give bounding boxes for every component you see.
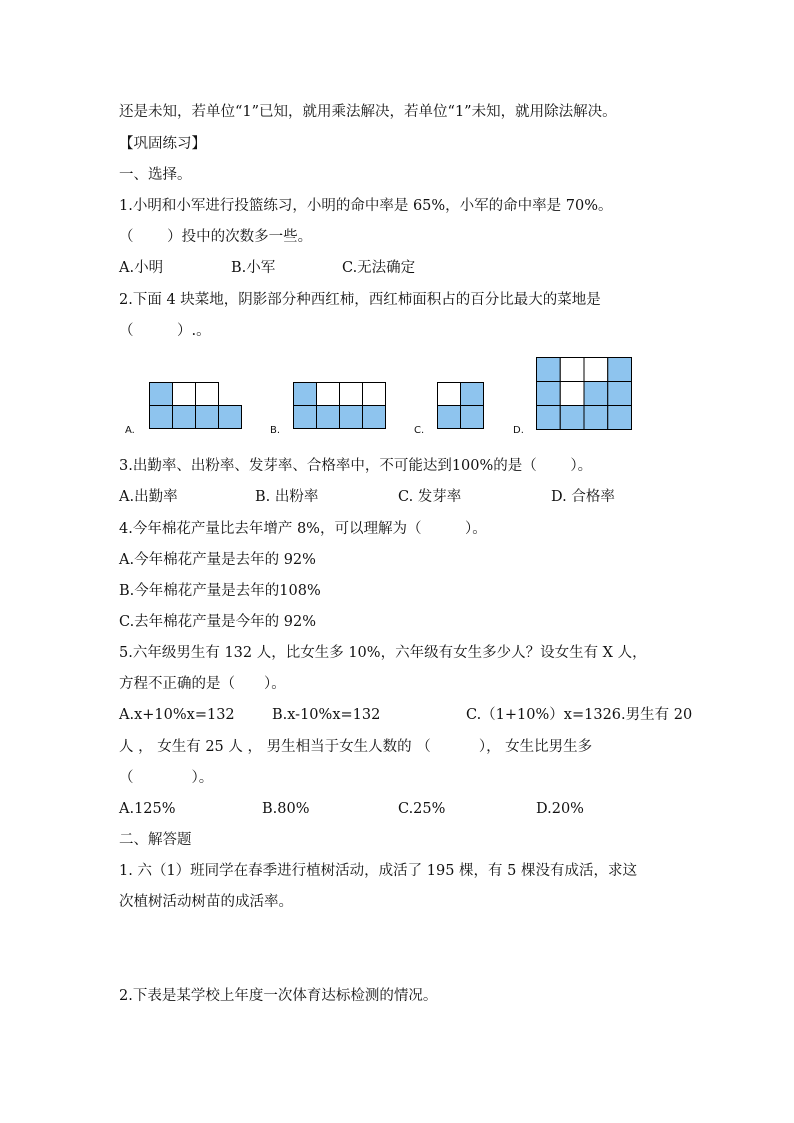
question-6-line-1: 人 ， 女生有 25 人 ， 男生相当于女生人数的 （ ）， 女生比男生多 xyxy=(119,739,593,755)
cell xyxy=(438,406,461,429)
answer-2-line-1: 2.下表是某学校上年度一次体育达标检测的情况。 xyxy=(119,988,438,1004)
cell xyxy=(317,406,340,429)
cell xyxy=(340,406,363,429)
cell xyxy=(173,383,196,406)
cell xyxy=(608,406,632,430)
question-4-line-1: 4.今年棉花产量比去年增产 8%，可以理解为（ ）。 xyxy=(119,521,487,537)
question-5-line-1: 5.六年级男生有 132 人，比女生多 10%，六年级有女生多少人？设女生有 X 人， xyxy=(119,645,647,661)
intro-text: 还是未知，若单位“1”已知，就用乘法解决，若单位“1”未知，就用除法解决。 xyxy=(119,104,617,120)
question-4-option-b: B.今年棉花产量是去年的108% xyxy=(119,583,321,599)
question-6-option-d: D.20% xyxy=(536,801,584,817)
question-6-option-a: A.125% xyxy=(119,801,176,817)
cell xyxy=(294,406,317,429)
question-2-line-2: （ ）.。 xyxy=(119,323,211,339)
cell xyxy=(196,406,219,429)
cell xyxy=(363,406,386,429)
figure-label-c: C. xyxy=(414,425,425,436)
cell xyxy=(340,383,363,406)
cell xyxy=(461,406,484,429)
plot-figure-a xyxy=(149,382,243,430)
plot-figure-d xyxy=(536,357,632,430)
cell xyxy=(537,406,561,430)
question-1-line-2: （ ）投中的次数多一些。 xyxy=(119,229,313,245)
cell xyxy=(608,358,632,382)
cell xyxy=(584,406,608,430)
question-3-option-c: C. 发芽率 xyxy=(398,489,462,505)
cell xyxy=(196,383,219,406)
part2-title: 二、解答题 xyxy=(119,832,192,848)
question-1-option-b: B.小军 xyxy=(231,260,276,276)
answer-1-line-2: 次植树活动树苗的成活率。 xyxy=(119,894,293,910)
question-3-line-1: 3.出勤率、出粉率、发芽率、合格率中，不可能达到100%的是（ ）。 xyxy=(119,458,593,474)
plot-figure-c xyxy=(437,382,485,430)
question-1-option-a: A.小明 xyxy=(119,260,164,276)
plot-figure-b xyxy=(293,382,387,430)
cell xyxy=(560,382,584,406)
cell xyxy=(537,382,561,406)
question-3-option-a: A.出勤率 xyxy=(119,489,178,505)
cell xyxy=(363,383,386,406)
cell xyxy=(438,383,461,406)
figure-label-d: D. xyxy=(513,425,524,436)
question-6-line-2: （ ）。 xyxy=(119,770,214,786)
question-6-option-c: C.25% xyxy=(398,801,446,817)
question-1-line-1: 1.小明和小军进行投篮练习，小明的命中率是 65%，小军的命中率是 70%。 xyxy=(119,198,613,214)
cell xyxy=(173,406,196,429)
cell xyxy=(150,406,173,429)
cell xyxy=(317,383,340,406)
question-4-option-a: A.今年棉花产量是去年的 92% xyxy=(119,552,316,568)
cell xyxy=(560,358,584,382)
figure-label-a: A. xyxy=(125,425,135,436)
question-6-option-b: B.80% xyxy=(262,801,310,817)
section-practice: 【巩固练习】 xyxy=(119,136,206,152)
cell xyxy=(219,406,242,429)
question-5-option-c: C.（1+10%）x=1326.男生有 20 xyxy=(466,707,693,723)
question-1-option-c: C.无法确定 xyxy=(342,260,416,276)
cell xyxy=(537,358,561,382)
cell xyxy=(560,406,584,430)
cell xyxy=(608,382,632,406)
answer-1-line-1: 1. 六（1）班同学在春季进行植树活动，成活了 195 棵，有 5 棵没有成活，求这 xyxy=(119,863,638,879)
cell xyxy=(150,383,173,406)
question-3-option-b: B. 出粉率 xyxy=(255,489,319,505)
question-5-option-a: A.x+10%x=132 xyxy=(119,707,235,723)
question-5-line-2: 方程不正确的是（ ）。 xyxy=(119,676,286,692)
part1-title: 一、选择。 xyxy=(119,167,192,183)
question-4-option-c: C.去年棉花产量是今年的 92% xyxy=(119,614,317,630)
figure-label-b: B. xyxy=(270,425,281,436)
cell xyxy=(584,358,608,382)
question-2-line-1: 2.下面 4 块菜地，阴影部分种西红柿，西红柿面积占的百分比最大的菜地是 xyxy=(119,292,601,308)
cell xyxy=(461,383,484,406)
question-3-option-d: D. 合格率 xyxy=(551,489,615,505)
cell xyxy=(584,382,608,406)
cell xyxy=(294,383,317,406)
question-5-option-b: B.x-10%x=132 xyxy=(272,707,381,723)
